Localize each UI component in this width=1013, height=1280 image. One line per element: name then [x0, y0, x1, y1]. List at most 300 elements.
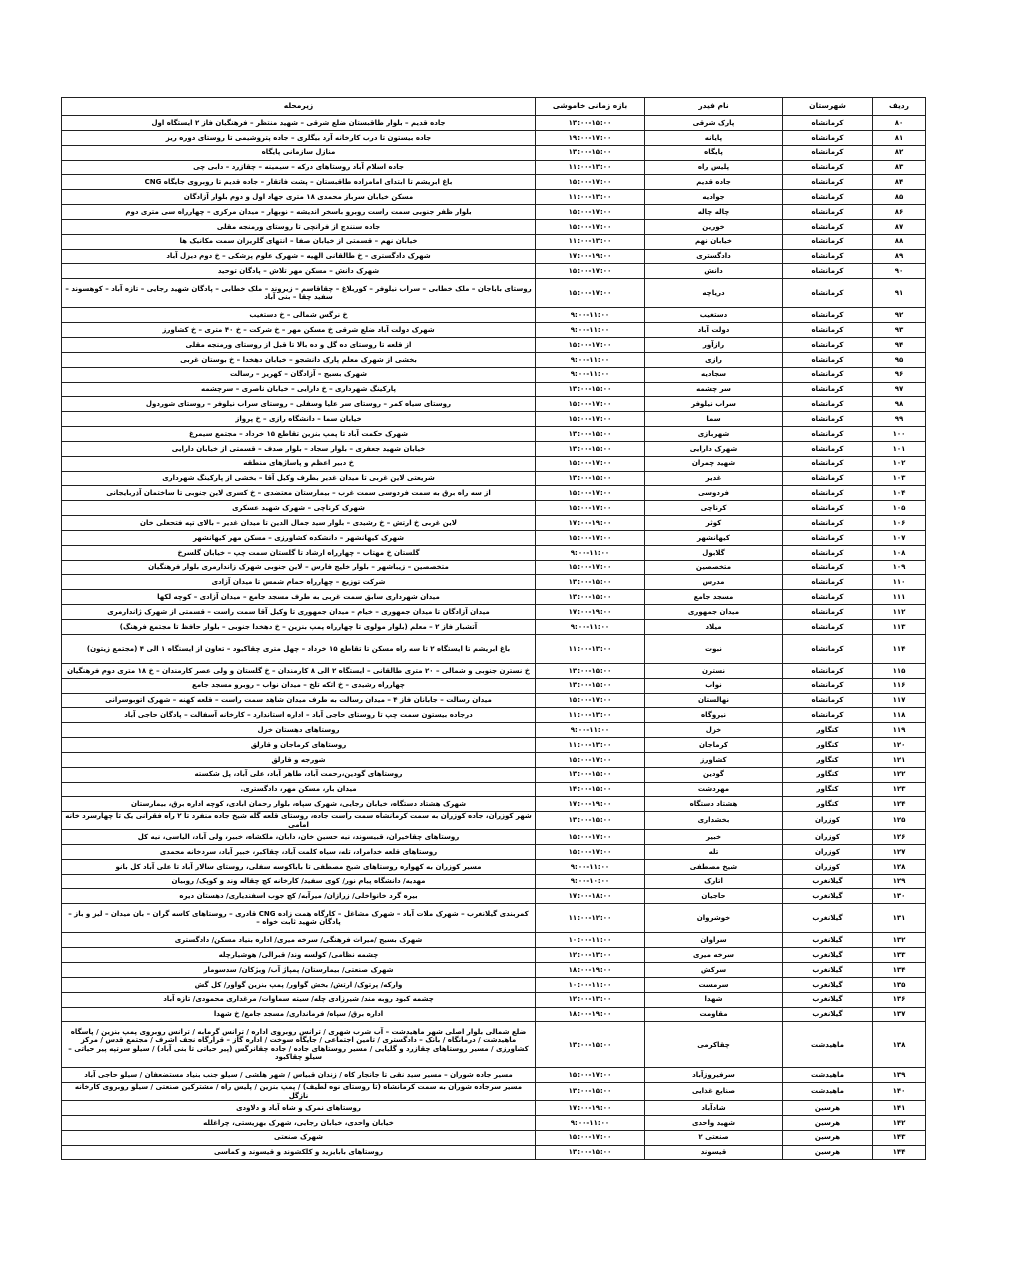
- cell-city: ماهیدشت: [783, 1068, 873, 1083]
- cell-radif: ۱۱۸: [873, 708, 926, 723]
- cell-time: ۱۳:۰۰-۱۵:۰۰: [536, 812, 645, 830]
- cell-time: ۹:۰۰-۱۱:۰۰: [536, 620, 645, 635]
- cell-subarea: شرکت توزیع – چهارراه حمام شمس تا میدان آزادی: [62, 575, 536, 590]
- cell-subarea: بیره گرد خانواخلی/ زرازان/ میرآبه/ کچ جوب اسفندیاری/ دهستان دیره: [62, 889, 536, 904]
- cell-city: کوزران: [783, 844, 873, 859]
- cell-subarea: روستاهای دهستان خزل: [62, 723, 536, 738]
- cell-feeder: شادآباد: [645, 1101, 783, 1116]
- cell-time: ۱۹:۰۰-۱۷:۰۰: [536, 130, 645, 145]
- cell-radif: ۱۲۹: [873, 874, 926, 889]
- cell-city: کرمانشاه: [783, 693, 873, 708]
- table-row: [62, 948, 926, 963]
- cell-subarea: شهرک دادگستری – خ طالقانی الهیه – شهرک علوم پزشکی – خ دوم دیزل آباد: [62, 249, 536, 264]
- cell-subarea: شهرک بسیج – آزادگان – کهریز – رسالت: [62, 367, 536, 382]
- cell-city: کرمانشاه: [783, 352, 873, 367]
- cell-time: ۹:۰۰-۱۱:۰۰: [536, 308, 645, 323]
- header-subarea: زیرمحله: [62, 98, 536, 116]
- cell-city: کرمانشاه: [783, 382, 873, 397]
- outage-schedule-sheet: [61, 97, 925, 1160]
- cell-radif: ۱۰۳: [873, 471, 926, 486]
- cell-feeder: پایانه: [645, 130, 783, 145]
- cell-city: کرمانشاه: [783, 308, 873, 323]
- cell-feeder: رازی: [645, 352, 783, 367]
- cell-city: کرمانشاه: [783, 219, 873, 234]
- cell-radif: ۹۵: [873, 352, 926, 367]
- table-row: [62, 889, 926, 904]
- cell-city: کنگاور: [783, 752, 873, 767]
- cell-city: کرمانشاه: [783, 323, 873, 338]
- cell-radif: ۸۸: [873, 234, 926, 249]
- cell-radif: ۱۴۲: [873, 1115, 926, 1130]
- table-row: [62, 175, 926, 190]
- cell-subarea: خیابان شهید جعفری – بلوار سجاد – بلوار صدف – قسمتی از خیابان دارایی: [62, 441, 536, 456]
- table-row: [62, 264, 926, 279]
- table-row: [62, 397, 926, 412]
- cell-time: ۱۵:۰۰-۱۷:۰۰: [536, 412, 645, 427]
- cell-feeder: مقاومت: [645, 1007, 783, 1022]
- cell-city: کرمانشاه: [783, 130, 873, 145]
- cell-subarea: مسیر سرجاده شوران به سمت کرمانشاه (تا روستای نوه لطیف) / پمپ بنزین / پلیس راه / مشترکین صنعتی / سیلو روبروی کارخانه نازگل: [62, 1083, 536, 1101]
- cell-time: ۹:۰۰-۱۱:۰۰: [536, 352, 645, 367]
- table-row: [62, 1022, 926, 1068]
- table-row: [62, 352, 926, 367]
- header-radif: ردیف: [873, 98, 926, 116]
- cell-subarea: جاده سنندج از فرانچی تا روستای ورمنجه مقلی: [62, 219, 536, 234]
- cell-city: کرمانشاه: [783, 175, 873, 190]
- cell-subarea: میدان شهرداری سابق سمت غربی به طرف مسجد جامع – میدان آزادی – کوچه لکها: [62, 590, 536, 605]
- cell-feeder: کوثر: [645, 516, 783, 531]
- cell-radif: ۱۲۰: [873, 738, 926, 753]
- cell-time: ۱۰:۰۰-۱۱:۰۰: [536, 977, 645, 992]
- cell-city: کرمانشاه: [783, 620, 873, 635]
- cell-time: ۱۳:۰۰-۱۵:۰۰: [536, 427, 645, 442]
- cell-subarea: چشمه کبود روبه مند/ شیرزادی چله/ سیته سماوات/ مرغداری محمودی/ تازه آباد: [62, 992, 536, 1007]
- cell-feeder: خوشروان: [645, 904, 783, 933]
- cell-feeder: مسجد جامع: [645, 590, 783, 605]
- cell-subarea: میدان بار، مسکن مهر، دادگستری.: [62, 782, 536, 797]
- cell-subarea: میدان رسالت – جابانان فاز ۴ – میدان رسالت به طرف میدان شاهد سمت راست – قلعه کهنه – شهرک اتوبوسرانی: [62, 693, 536, 708]
- table-row: [62, 1083, 926, 1101]
- table-row: [62, 545, 926, 560]
- cell-feeder: کیهانشهر: [645, 530, 783, 545]
- cell-subarea: روستای باباجان – ملک خطابی – سراب نیلوفر – کوربلاغ – چقاقاسم – زیروند – ملک خطابی – پادگان شهید رجایی – تازه آباد – کوهسوند – سفید چقا – بنی آباد: [62, 279, 536, 308]
- cell-city: گیلانغرب: [783, 963, 873, 978]
- cell-city: گیلانغرب: [783, 1007, 873, 1022]
- cell-feeder: نبوت: [645, 634, 783, 663]
- cell-feeder: سر چشمه: [645, 382, 783, 397]
- cell-city: کرمانشاه: [783, 501, 873, 516]
- cell-radif: ۱۰۶: [873, 516, 926, 531]
- cell-feeder: پلیس راه: [645, 160, 783, 175]
- header-city: شهرستان: [783, 98, 873, 116]
- cell-time: ۱۳:۰۰-۱۵:۰۰: [536, 1145, 645, 1160]
- cell-subarea: شهرک بسیج /میراث فرهنگی/ سرخه میری/ اداره بنیاد مسکن/ دادگستری: [62, 933, 536, 948]
- table-row: [62, 130, 926, 145]
- cell-radif: ۱۱۷: [873, 693, 926, 708]
- table-row: [62, 904, 926, 933]
- cell-feeder: نواب: [645, 678, 783, 693]
- cell-city: کرمانشاه: [783, 264, 873, 279]
- cell-radif: ۱۰۹: [873, 560, 926, 575]
- cell-radif: ۸۱: [873, 130, 926, 145]
- cell-feeder: دستغیب: [645, 308, 783, 323]
- cell-radif: ۱۱۱: [873, 590, 926, 605]
- table-row: [62, 782, 926, 797]
- cell-feeder: مهردشت: [645, 782, 783, 797]
- cell-city: کرمانشاه: [783, 367, 873, 382]
- cell-time: ۱۱:۰۰-۱۲:۰۰: [536, 904, 645, 933]
- cell-city: کرمانشاه: [783, 678, 873, 693]
- cell-subarea: خ نرگس شمالی – خ دستغیب: [62, 308, 536, 323]
- cell-subarea: جاده اسلام آباد روستاهای درکه – سیمینه – چقازرد – دابی چی: [62, 160, 536, 175]
- cell-city: کرمانشاه: [783, 234, 873, 249]
- cell-radif: ۱۴۴: [873, 1145, 926, 1160]
- table-row: [62, 219, 926, 234]
- cell-feeder: رازآور: [645, 337, 783, 352]
- cell-time: ۱۵:۰۰-۱۷:۰۰: [536, 693, 645, 708]
- cell-city: کرمانشاه: [783, 397, 873, 412]
- cell-radif: ۱۰۰: [873, 427, 926, 442]
- cell-subarea: درجاده بیستون سمت چپ تا روستای حاجی آباد – اداره استاندارد – کارخانه آسفالت – پادگان حاجی آباد: [62, 708, 536, 723]
- cell-radif: ۱۱۳: [873, 620, 926, 635]
- cell-city: هرسین: [783, 1115, 873, 1130]
- cell-radif: ۱۱۹: [873, 723, 926, 738]
- table-row: [62, 249, 926, 264]
- cell-radif: ۹۶: [873, 367, 926, 382]
- table-row: [62, 1007, 926, 1022]
- cell-time: ۱۳:۰۰-۱۵:۰۰: [536, 663, 645, 678]
- cell-feeder: شهید واحدی: [645, 1115, 783, 1130]
- cell-feeder: کرناچی: [645, 501, 783, 516]
- cell-time: ۱۳:۰۰-۱۵:۰۰: [536, 116, 645, 131]
- table-row: [62, 977, 926, 992]
- cell-city: هرسین: [783, 1101, 873, 1116]
- cell-time: ۱۳:۰۰-۱۵:۰۰: [536, 1022, 645, 1068]
- cell-city: کنگاور: [783, 797, 873, 812]
- cell-time: ۹:۰۰-۱۱:۰۰: [536, 367, 645, 382]
- cell-feeder: دولت آباد: [645, 323, 783, 338]
- cell-city: کرمانشاه: [783, 516, 873, 531]
- cell-time: ۱۵:۰۰-۱۷:۰۰: [536, 530, 645, 545]
- cell-subarea: شهرک کرناچی – شهرک شهید عسکری: [62, 501, 536, 516]
- cell-city: کوزران: [783, 812, 873, 830]
- table-body: [62, 116, 926, 1160]
- cell-city: کرمانشاه: [783, 337, 873, 352]
- cell-subarea: مسیر کوزران به کهواره روستاهای شیخ مصطفی تا باباکوسه سفلی، روستای سالار آباد تا علی آباد کل بانو: [62, 859, 536, 874]
- cell-city: کرمانشاه: [783, 530, 873, 545]
- cell-feeder: شهرک دارایی: [645, 441, 783, 456]
- header-time: بازه زمانی خاموشی: [536, 98, 645, 116]
- cell-city: کرمانشاه: [783, 160, 873, 175]
- table-row: [62, 1101, 926, 1116]
- cell-time: ۱۵:۰۰-۱۷:۰۰: [536, 830, 645, 845]
- cell-city: کرمانشاه: [783, 708, 873, 723]
- cell-time: ۱۵:۰۰-۱۷:۰۰: [536, 1068, 645, 1083]
- cell-subarea: شهرک هشتاد دستگاه، خیابان رجایی، شهرک سپاه، بلوار رحمان ابادی، کوچه اداره برق، بیمارستان: [62, 797, 536, 812]
- cell-radif: ۱۴۱: [873, 1101, 926, 1116]
- cell-time: ۱۵:۰۰-۱۷:۰۰: [536, 1130, 645, 1145]
- cell-feeder: جاده قدیم: [645, 175, 783, 190]
- cell-feeder: پارک شرقی: [645, 116, 783, 131]
- cell-radif: ۱۲۳: [873, 782, 926, 797]
- table-row: [62, 1115, 926, 1130]
- table-row: [62, 859, 926, 874]
- cell-time: ۹:۰۰-۱۰:۰۰: [536, 874, 645, 889]
- cell-subarea: شهرک حکمت آباد تا پمپ بنزین تقاطع ۱۵ خرداد – مجتمع سیمرغ: [62, 427, 536, 442]
- cell-subarea: شهرک صنعتی: [62, 1130, 536, 1145]
- cell-time: ۱۵:۰۰-۱۷:۰۰: [536, 752, 645, 767]
- cell-time: ۱۵:۰۰-۱۷:۰۰: [536, 337, 645, 352]
- cell-city: کوزران: [783, 859, 873, 874]
- cell-radif: ۸۳: [873, 160, 926, 175]
- table-row: [62, 456, 926, 471]
- cell-city: کرمانشاه: [783, 545, 873, 560]
- cell-radif: ۱۲۲: [873, 767, 926, 782]
- cell-subarea: وارکه/ پرتوک/ ارتش/ بخش گواور/ پمپ بنزین گواور/ کل گش: [62, 977, 536, 992]
- cell-subarea: پارکینگ شهرداری – خ دارایی – خیابان ناصری – سرچشمه: [62, 382, 536, 397]
- cell-city: کنگاور: [783, 782, 873, 797]
- cell-time: ۱۳:۰۰-۱۵:۰۰: [536, 575, 645, 590]
- cell-feeder: خزل: [645, 723, 783, 738]
- cell-radif: ۱۰۱: [873, 441, 926, 456]
- cell-feeder: شهید چمران: [645, 456, 783, 471]
- cell-radif: ۱۳۰: [873, 889, 926, 904]
- cell-city: کرمانشاه: [783, 575, 873, 590]
- cell-city: کرمانشاه: [783, 205, 873, 220]
- table-row: [62, 205, 926, 220]
- cell-subarea: چهارراه رشیدی – خ اتکه تلخ – میدان نواب – روبرو مسجد جامع: [62, 678, 536, 693]
- cell-city: گیلانغرب: [783, 874, 873, 889]
- cell-feeder: دانش: [645, 264, 783, 279]
- table-row: [62, 708, 926, 723]
- table-header: [62, 98, 926, 116]
- table-row: [62, 145, 926, 160]
- outage-table: [61, 97, 926, 1160]
- cell-time: ۹:۰۰-۱۱:۰۰: [536, 723, 645, 738]
- cell-subarea: لاین غربی خ ارتش – خ رشیدی – بلوار سید جمال الدین تا میدان غدیر – بالای تپه فتحعلی خان: [62, 516, 536, 531]
- cell-subarea: روستاهای قلعه خدامراد، تله، سیاه کلمت آباد، چقاکبر، خبیر آباد، سردخانه محمدی: [62, 844, 536, 859]
- cell-city: کرمانشاه: [783, 590, 873, 605]
- cell-city: کرمانشاه: [783, 456, 873, 471]
- cell-time: ۱۱:۰۰-۱۳:۰۰: [536, 634, 645, 663]
- cell-time: ۱۴:۰۰-۱۵:۰۰: [536, 782, 645, 797]
- cell-radif: ۱۰۵: [873, 501, 926, 516]
- cell-time: ۹:۰۰-۱۱:۰۰: [536, 859, 645, 874]
- table-row: [62, 486, 926, 501]
- cell-radif: ۱۱۴: [873, 634, 926, 663]
- table-row: [62, 678, 926, 693]
- table-row: [62, 738, 926, 753]
- table-row: [62, 516, 926, 531]
- cell-city: گیلانغرب: [783, 889, 873, 904]
- cell-time: ۱۵:۰۰-۱۷:۰۰: [536, 219, 645, 234]
- cell-feeder: سرمست: [645, 977, 783, 992]
- cell-feeder: میلاد: [645, 620, 783, 635]
- cell-city: گیلانغرب: [783, 992, 873, 1007]
- cell-radif: ۱۳۲: [873, 933, 926, 948]
- cell-feeder: نهالستان: [645, 693, 783, 708]
- cell-subarea: مسکن خیابان سرباز محمدی ۱۸ متری جهاد اول و دوم بلوار آزادگان: [62, 190, 536, 205]
- cell-radif: ۱۰۲: [873, 456, 926, 471]
- cell-feeder: هشتاد دستگاه: [645, 797, 783, 812]
- cell-radif: ۸۹: [873, 249, 926, 264]
- table-row: [62, 337, 926, 352]
- cell-subarea: شهرک دانش – مسکن مهر تلاش – پادگان توحید: [62, 264, 536, 279]
- table-row: [62, 116, 926, 131]
- cell-time: ۱۳:۰۰-۱۵:۰۰: [536, 382, 645, 397]
- cell-radif: ۱۲۶: [873, 830, 926, 845]
- cell-radif: ۹۹: [873, 412, 926, 427]
- cell-feeder: سرفیروزآباد: [645, 1068, 783, 1083]
- cell-subarea: خ دبیر اعظم و پاساژهای منطقه: [62, 456, 536, 471]
- cell-feeder: کشاورز: [645, 752, 783, 767]
- cell-subarea: شهرک کیهانشهر – دانشکده کشاورزی – مسکن مهر کیهانشهر: [62, 530, 536, 545]
- cell-time: ۱۵:۰۰-۱۷:۰۰: [536, 205, 645, 220]
- cell-radif: ۱۳۷: [873, 1007, 926, 1022]
- cell-time: ۱۱:۰۰-۱۳:۰۰: [536, 190, 645, 205]
- cell-radif: ۱۲۵: [873, 812, 926, 830]
- cell-time: ۱۱:۰۰-۱۳:۰۰: [536, 160, 645, 175]
- cell-city: کرمانشاه: [783, 190, 873, 205]
- cell-subarea: شهرک صنعتی/ بیمارستان/ پمپاژ آب/ ویژکان/ سدسومار: [62, 963, 536, 978]
- cell-radif: ۸۴: [873, 175, 926, 190]
- cell-city: کرمانشاه: [783, 412, 873, 427]
- cell-city: گیلانغرب: [783, 933, 873, 948]
- cell-radif: ۱۱۵: [873, 663, 926, 678]
- cell-radif: ۱۳۱: [873, 904, 926, 933]
- cell-radif: ۱۱۰: [873, 575, 926, 590]
- cell-city: کرمانشاه: [783, 279, 873, 308]
- table-row: [62, 412, 926, 427]
- cell-radif: ۱۳۹: [873, 1068, 926, 1083]
- cell-subarea: متخصصین – زیباشهر – بلوار خلیج فارس – لاین جنوبی شهرک زاندارمری بلوار فرهنگیان: [62, 560, 536, 575]
- cell-feeder: غدیر: [645, 471, 783, 486]
- cell-city: هرسین: [783, 1145, 873, 1160]
- cell-feeder: دریاچه: [645, 279, 783, 308]
- cell-radif: ۱۰۴: [873, 486, 926, 501]
- cell-feeder: سراوان: [645, 933, 783, 948]
- cell-radif: ۹۲: [873, 308, 926, 323]
- cell-feeder: صنعتی ۲: [645, 1130, 783, 1145]
- cell-time: ۱۵:۰۰-۱۷:۰۰: [536, 844, 645, 859]
- table-row: [62, 933, 926, 948]
- cell-radif: ۸۰: [873, 116, 926, 131]
- cell-time: ۱۵:۰۰-۱۷:۰۰: [536, 397, 645, 412]
- table-row: [62, 830, 926, 845]
- cell-feeder: سرکش: [645, 963, 783, 978]
- cell-time: ۱۷:۰۰-۱۹:۰۰: [536, 249, 645, 264]
- table-row: [62, 560, 926, 575]
- table-row: [62, 767, 926, 782]
- table-row: [62, 663, 926, 678]
- cell-feeder: گودین: [645, 767, 783, 782]
- cell-subarea: بخشی از شهرک معلم پارک دانشجو – خیابان دهخدا – خ بوستان غربی: [62, 352, 536, 367]
- cell-feeder: چقاکرمی: [645, 1022, 783, 1068]
- cell-time: ۱۳:۰۰-۱۵:۰۰: [536, 590, 645, 605]
- table-row: [62, 693, 926, 708]
- cell-city: کرمانشاه: [783, 441, 873, 456]
- table-row: [62, 620, 926, 635]
- cell-feeder: میدان جمهوری: [645, 605, 783, 620]
- cell-subarea: بلوار ظفر جنوبی سمت راست روبرو باسخر اندیشه – نوبهار – میدان مرکزی – چهارراه سی متری دوم: [62, 205, 536, 220]
- cell-subarea: روستاهای کرماجان و قارلق: [62, 738, 536, 753]
- cell-subarea: روستای سیاه کمر – روستای سر علیا وسفلی – روستای سراب نیلوفر – روستای شوردول: [62, 397, 536, 412]
- table-row: [62, 279, 926, 308]
- cell-time: ۱۳:۰۰-۱۵:۰۰: [536, 678, 645, 693]
- cell-subarea: مسیر جاده شوران – مسیر سید نقی تا جانجار کاه / زندان قبیاس / شهر هلشی / سیلو جنب بنیاد مستضعفان / سیلو حاجی آباد: [62, 1068, 536, 1083]
- cell-feeder: تله: [645, 844, 783, 859]
- cell-city: کرمانشاه: [783, 145, 873, 160]
- cell-subarea: روستاهای نمرک و شاه آباد و دلاودی: [62, 1101, 536, 1116]
- cell-city: کرمانشاه: [783, 427, 873, 442]
- cell-radif: ۱۲۱: [873, 752, 926, 767]
- table-row: [62, 992, 926, 1007]
- cell-feeder: چاله چاله: [645, 205, 783, 220]
- cell-feeder: گلابول: [645, 545, 783, 560]
- cell-radif: ۹۴: [873, 337, 926, 352]
- cell-feeder: خورین: [645, 219, 783, 234]
- cell-subarea: شهرک دولت آباد ضلع شرقی خ مسکن مهر – خ شرکت – خ ۴۰ متری – خ کشاورز: [62, 323, 536, 338]
- cell-city: کنگاور: [783, 723, 873, 738]
- cell-feeder: مدرس: [645, 575, 783, 590]
- cell-feeder: سرخه میری: [645, 948, 783, 963]
- table-row: [62, 367, 926, 382]
- cell-city: کوزران: [783, 830, 873, 845]
- table-row: [62, 874, 926, 889]
- table-row: [62, 797, 926, 812]
- cell-radif: ۸۵: [873, 190, 926, 205]
- cell-feeder: بخشداری: [645, 812, 783, 830]
- cell-subarea: جاده قدیم – بلوار طاقبستان ضلع شرقی – شهید منتظر – فرهنگیان فاز ۲ ایستگاه اول: [62, 116, 536, 131]
- table-row: [62, 590, 926, 605]
- cell-time: ۱۳:۰۰-۱۵:۰۰: [536, 441, 645, 456]
- cell-subarea: منازل سازمانی پایگاه: [62, 145, 536, 160]
- cell-city: کرمانشاه: [783, 605, 873, 620]
- cell-time: ۹:۰۰-۱۱:۰۰: [536, 1115, 645, 1130]
- cell-feeder: جوادیه: [645, 190, 783, 205]
- cell-subarea: خیابان سما – دانشگاه رازی – خ پرواز: [62, 412, 536, 427]
- table-row: [62, 501, 926, 516]
- cell-feeder: دادگستری: [645, 249, 783, 264]
- cell-city: کرمانشاه: [783, 249, 873, 264]
- cell-subarea: خ نسترن جنوبی و شمالی – ۲۰ متری طالقانی – ایستگاه ۲ الی ۸ کارمندان – خ گلستان و ولی عصر کارمندان – خ ۱۸ متری دوم فرهنگیان: [62, 663, 536, 678]
- cell-time: ۹:۰۰-۱۱:۰۰: [536, 545, 645, 560]
- cell-time: ۹:۰۰-۱۱:۰۰: [536, 323, 645, 338]
- table-row: [62, 190, 926, 205]
- cell-radif: ۱۰۷: [873, 530, 926, 545]
- cell-radif: ۹۱: [873, 279, 926, 308]
- cell-subarea: شهر کوزران، جاده کوزران به سمت کرمانشاه سمت راست جاده، روستای قلعه گله شیخ جاده منفرد تا ۲ راه فقرانی یک تا چهارسرد خانه امامی: [62, 812, 536, 830]
- cell-radif: ۹۳: [873, 323, 926, 338]
- cell-subarea: روستاهای گودین،رحمت آباد، طاهر آباد، علی آباد، پل شکسته: [62, 767, 536, 782]
- cell-feeder: شهدا: [645, 992, 783, 1007]
- table-row: [62, 323, 926, 338]
- header-row: [62, 98, 926, 116]
- cell-city: گیلانغرب: [783, 904, 873, 933]
- cell-subarea: شریعتی لاین غربی تا میدان غدیر بطرف وکیل آقا – بخشی از پارکینگ شهرداری: [62, 471, 536, 486]
- cell-time: ۱۵:۰۰-۱۷:۰۰: [536, 175, 645, 190]
- cell-feeder: سراب نیلوفر: [645, 397, 783, 412]
- cell-radif: ۹۰: [873, 264, 926, 279]
- cell-feeder: صنایع غذایی: [645, 1083, 783, 1101]
- cell-radif: ۱۲۸: [873, 859, 926, 874]
- cell-radif: ۱۱۶: [873, 678, 926, 693]
- cell-feeder: متخصصین: [645, 560, 783, 575]
- cell-feeder: نیروگاه: [645, 708, 783, 723]
- cell-radif: ۱۳۶: [873, 992, 926, 1007]
- cell-time: ۱۱:۰۰-۱۳:۰۰: [536, 738, 645, 753]
- cell-radif: ۱۳۴: [873, 963, 926, 978]
